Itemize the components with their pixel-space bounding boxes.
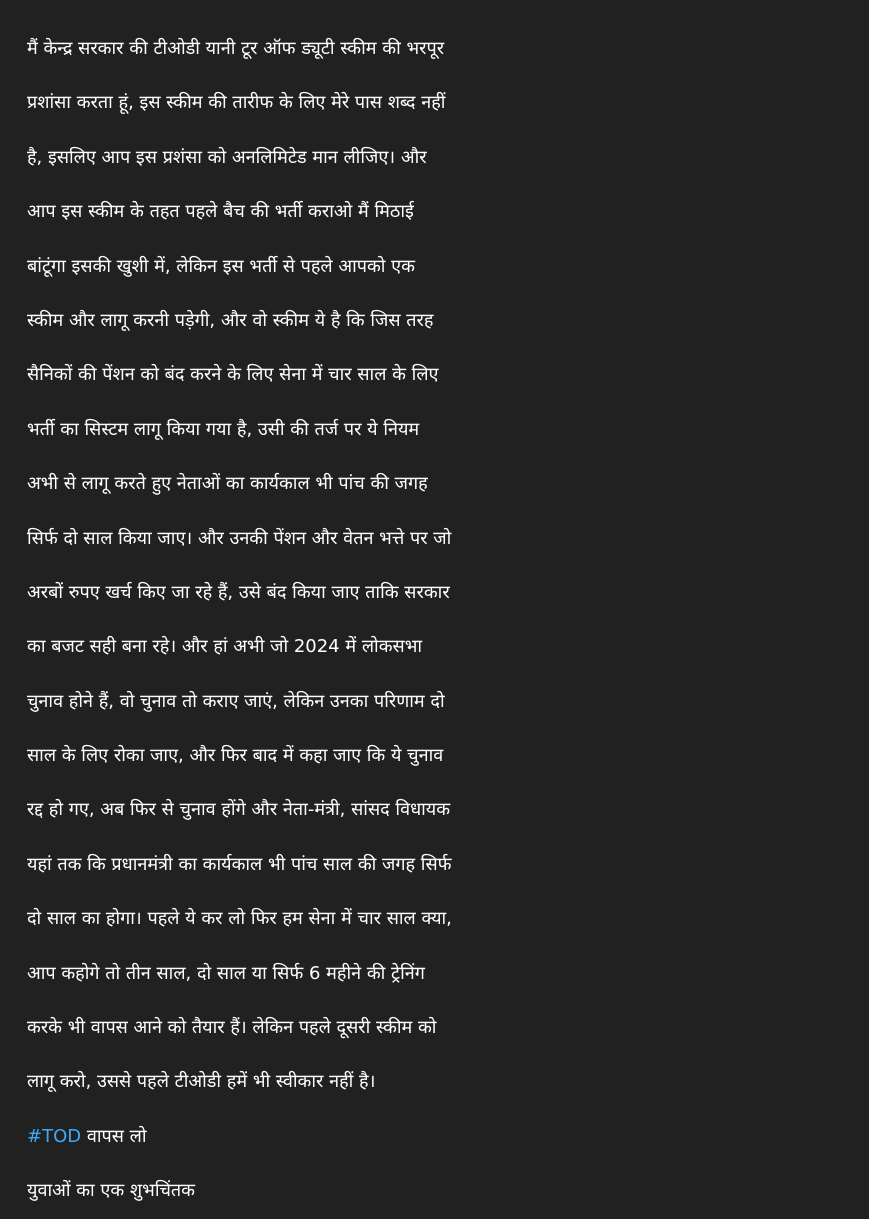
post-text-line: आप इस स्कीम के तहत पहले बैच की भर्ती कराओ मैं मिठाई [27,201,414,223]
post-text-line: यहां तक कि प्रधानमंत्री का कार्यकाल भी पांच साल की जगह सिर्फ [27,853,452,875]
post-text-line: सिर्फ दो साल किया जाए। और उनकी पेंशन और वेतन भत्ते पर जो [27,527,452,549]
post-text-line: प्रशांसा करता हूं, इस स्कीम की तारीफ के लिए मेरे पास शब्द नहीं [27,92,446,114]
hashtag-link-tod[interactable]: #TOD [27,1125,82,1147]
hashtag-suffix: वापस लो [81,1125,147,1147]
post-text-line: साल के लिए रोका जाए, और फिर बाद में कहा जाए कि ये चुनाव [27,745,444,767]
post-text-line: स्कीम और लागू करनी पड़ेगी, और वो स्कीम ये है कि जिस तरह [27,309,434,331]
post-text-line: है, इसलिए आप इस प्रशंसा को अनलिमिटेड मान लीजिए। और [27,146,427,168]
post-text-line: सैनिकों की पेंशन को बंद करने के लिए सेना में चार साल के लिए [27,364,439,386]
post-text-line: अरबों रुपए खर्च किए जा रहे हैं, उसे बंद किया जाए ताकि सरकार [27,581,450,603]
post-text-line: रद्द हो गए, अब फिर से चुनाव होंगे और नेता-मंत्री, सांसद विधायक [27,799,451,821]
post-text-line: चुनाव होने हैं, वो चुनाव तो कराए जाएं, लेकिन उनका परिणाम दो [27,690,445,712]
post-text-line: बांटूंगा इसकी खुशी में, लेकिन इस भर्ती से पहले आपको एक [27,255,415,277]
post-text-line: करके भी वापस आने को तैयार हैं। लेकिन पहले दूसरी स्कीम को [27,1017,437,1039]
post-text-line: लागू करो, उससे पहले टीओडी हमें भी स्वीकार नहीं है। [27,1071,376,1093]
post-text-line: भर्ती का सिस्टम लागू किया गया है, उसी की तर्ज पर ये नियम [27,418,420,440]
post-text-line: का बजट सही बना रहे। और हां अभी जो 2024 में लोकसभा [27,636,423,658]
post-text-line: मैं केन्द्र सरकार की टीओडी यानी टूर ऑफ ड्यूटी स्कीम की भरपूर [27,38,445,59]
post-signature: युवाओं का एक शुभचिंतक [27,1180,196,1202]
post-text-line: दो साल का होगा। पहले ये कर लो फिर हम सेना में चार साल क्या, [27,908,452,930]
hashtag-line [27,1110,857,1164]
post-text-line: आप कहोगे तो तीन साल, दो साल या सिर्फ 6 महीने की ट्रेनिंग [27,962,425,984]
post-text-line: अभी से लागू करते हुए नेताओं का कार्यकाल भी पांच की जगह [27,473,428,495]
post-body [27,22,857,1219]
